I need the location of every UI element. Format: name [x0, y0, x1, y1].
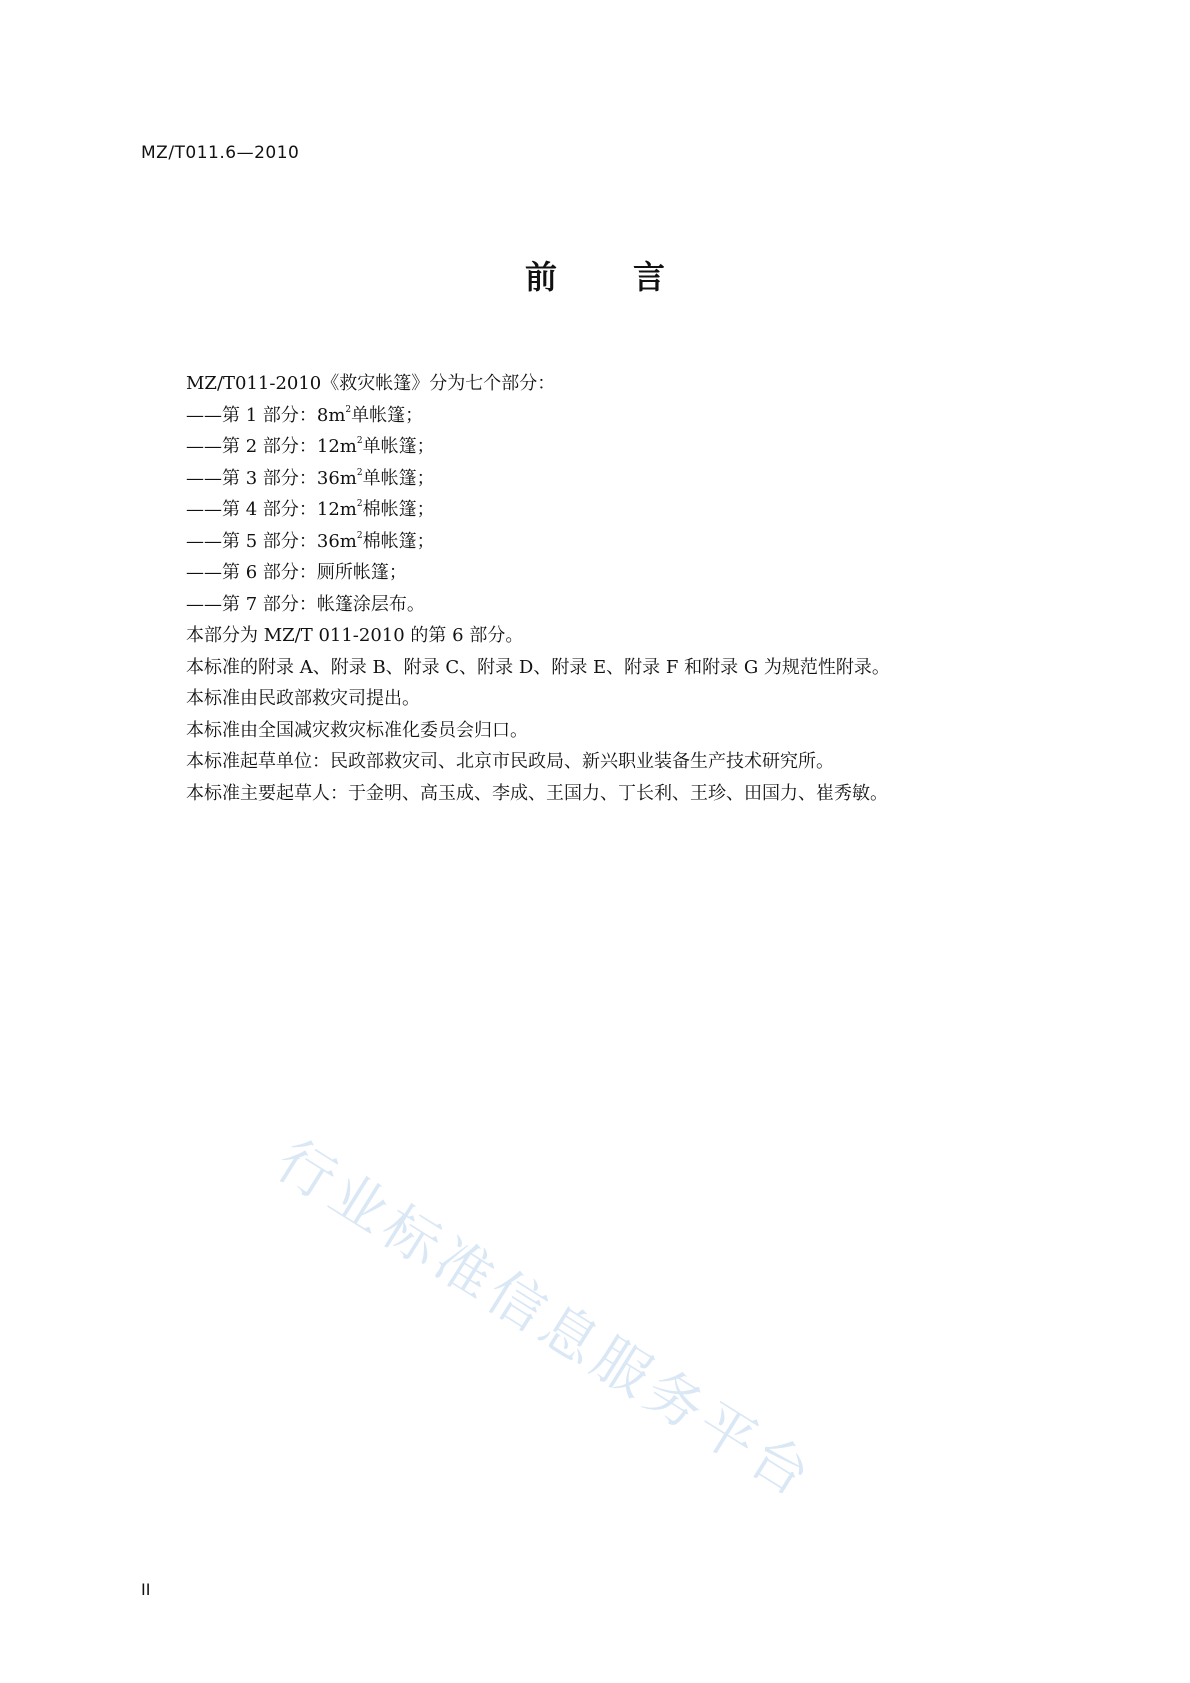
part-text: ——第 7 部分：帐篷涂层布。: [186, 593, 425, 615]
part-text: ——第 4 部分：12m: [186, 499, 357, 520]
superscript: 2: [356, 467, 363, 478]
part-line: [186, 589, 890, 621]
part-text: ——第 2 部分：12m: [186, 436, 357, 457]
superscript: 2: [345, 404, 352, 415]
superscript: 2: [356, 499, 363, 509]
title-char-2: 言: [633, 258, 666, 296]
intro-line: MZ/T011-2010《救灾帐篷》分为七个部分：: [186, 373, 556, 394]
part-text-suffix: 棉帐篷；: [362, 499, 435, 520]
part-line: [186, 463, 890, 495]
document-code: MZ/T011.6—2010: [141, 143, 300, 163]
part-line: [186, 494, 890, 526]
part-line: [186, 526, 890, 558]
superscript: 2: [356, 436, 363, 446]
watermark: 行业标准信息服务平台: [265, 1128, 826, 1512]
part-text-suffix: 单帐篷；: [351, 404, 424, 426]
superscript: 2: [356, 530, 363, 541]
foreword-body: [186, 368, 890, 809]
part-line: [186, 431, 890, 463]
statement-line: 本标准主要起草人：于金明、高玉成、李成、王国力、丁长利、王珍、田国力、崔秀敏。: [186, 782, 888, 804]
page-title: [0, 252, 1190, 298]
statement-line: 本标准的附录 A、附录 B、附录 C、附录 D、附录 E、附录 F 和附录 G 为规范性附录。: [186, 656, 890, 678]
part-text: ——第 1 部分：8m: [186, 404, 346, 426]
part-text: ——第 3 部分：36m: [186, 467, 357, 489]
part-text: ——第 5 部分：36m: [186, 530, 357, 552]
statement-line: 本部分为 MZ/T 011-2010 的第 6 部分。: [186, 625, 524, 646]
statement-line: 本标准起草单位：民政部救灾司、北京市民政局、新兴职业装备生产技术研究所。: [186, 751, 834, 772]
title-char-1: 前: [524, 258, 557, 296]
part-text: ——第 6 部分：厕所帐篷；: [186, 562, 407, 583]
part-text-suffix: 单帐篷；: [362, 467, 435, 489]
statement-line: 本标准由全国减灾救灾标准化委员会归口。: [186, 719, 528, 741]
part-line: [186, 400, 890, 432]
statement-line: 本标准由民政部救灾司提出。: [186, 688, 420, 709]
page-number: II: [141, 1580, 151, 1599]
part-line: [186, 557, 890, 589]
part-text-suffix: 单帐篷；: [362, 436, 435, 457]
part-text-suffix: 棉帐篷；: [362, 530, 435, 552]
